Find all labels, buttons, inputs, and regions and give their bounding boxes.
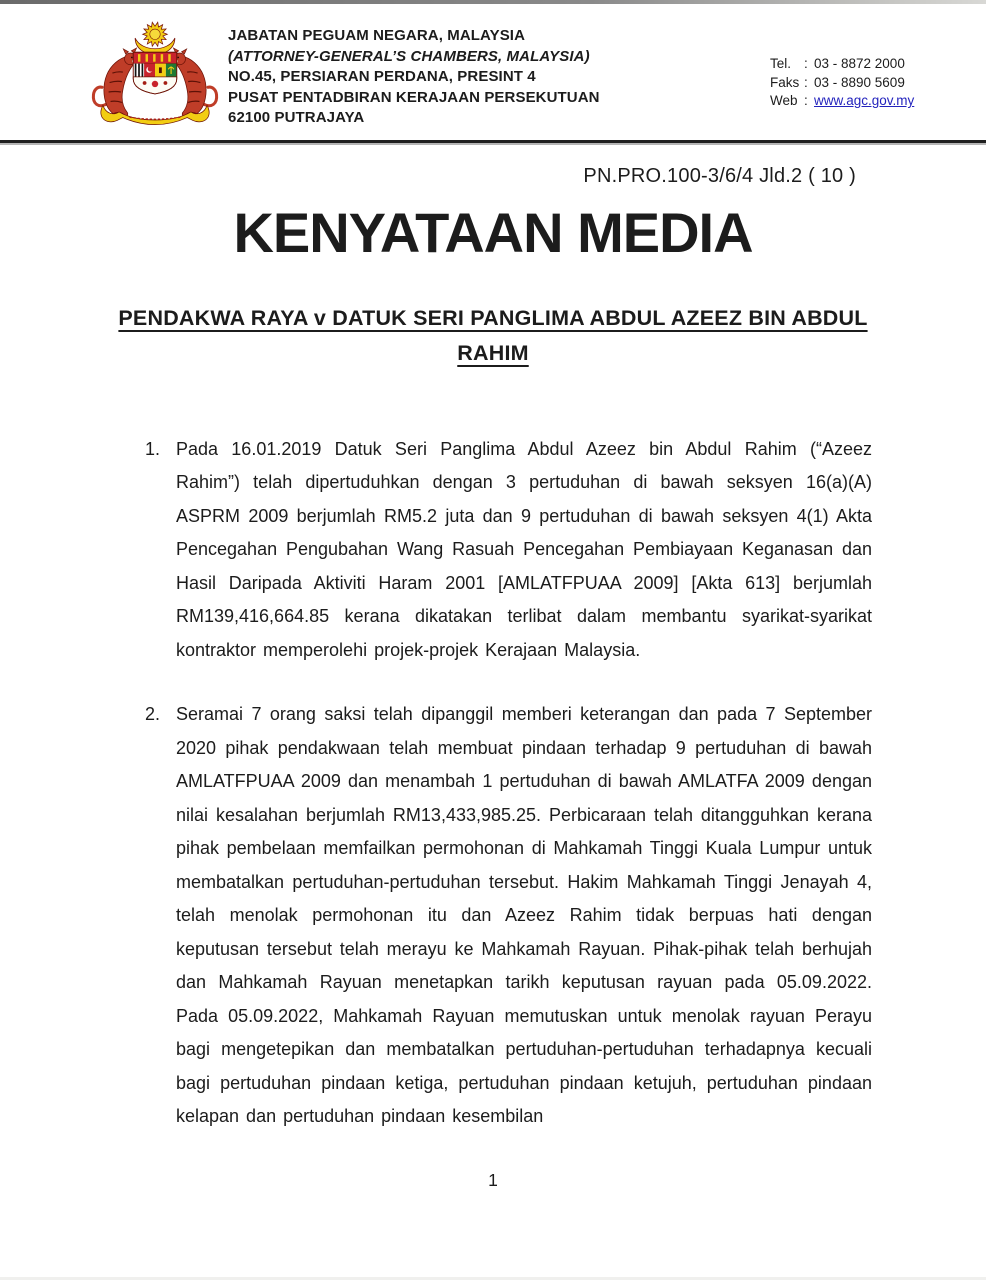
paragraph-1 — [145, 433, 872, 668]
tel-label: Tel. — [770, 56, 792, 71]
paragraph-2-number: 2. — [145, 704, 161, 725]
faks-separator: : — [804, 74, 808, 90]
address-line-1: NO.45, PERSIARAN PERDANA, PRESINT 4 — [228, 68, 536, 85]
tel-row — [770, 55, 914, 74]
faks-label: Faks — [770, 74, 800, 90]
case-title: PENDAKWA RAYA v DATUK SERI PANGLIMA ABDUL AZEEZ BIN ABDUL RAHIM — [118, 306, 868, 365]
address-line-3: 62100 PUTRAJAYA — [228, 109, 365, 126]
paragraph-2-text: Seramai 7 orang saksi telah dipanggil memberi keterangan dan pada 7 September 2020 pihak pendakwaan telah membuat pindaan terhadap 9 pertuduhan di bawah AMLATFPUAA 2009 dan menambah 1 pertuduhan di bawah AMLATFA 2009 dengan nilai kesalahan berjumlah RM13,433,985.25. Perbicaraan telah ditangguhkan kerana pihak pembelaan memfailkan permohonan di Mahkamah Tinggi Kuala Lumpur untuk membatalkan pertuduhan-pertuduhan tersebut. Hakim Mahkamah Tinggi Jenayah 4, telah menolak permohonan itu dan Azeez Rahim tidak berpuas hati dengan keputusan tersebut telah merayu ke Mahkamah Rayuan. Pihak-pihak telah berhujah dan Mahkamah Rayuan menetapkan tarikh keputusan rayuan pada 05.09.2022. Pada 05.09.2022, Mahkamah Rayuan memutuskan untuk menolak rayuan Perayu bagi mengetepikan dan membatalkan pertuduhan-pertuduhan terhadapnya kecuali bagi pertuduhan pindaan ketiga, pertuduhan pindaan ketujuh, pertuduhan pindaan kelapan dan pertuduhan pindaan kesembilan — [176, 704, 872, 1127]
coat-of-arms-icon — [84, 20, 226, 129]
web-row — [770, 92, 914, 111]
header-divider — [0, 140, 986, 143]
website-link[interactable]: www.agc.gov.my — [814, 93, 915, 108]
org-name-english: (ATTORNEY-GENERAL’S CHAMBERS, MALAYSIA) — [228, 47, 590, 65]
malaysia-coat-of-arms-logo — [84, 20, 226, 132]
paragraph-2 — [145, 698, 872, 1134]
contact-block — [770, 55, 914, 111]
faks-value: 03 - 8890 5609 — [814, 74, 905, 90]
web-label: Web — [770, 93, 798, 108]
tel-separator: : — [804, 56, 808, 71]
org-name: JABATAN PEGUAM NEGARA, MALAYSIA — [228, 27, 526, 44]
address-line-2: PUSAT PENTADBIRAN KERAJAAN PERSEKUTUAN — [228, 88, 600, 106]
reference-number: PN.PRO.100-3/6/4 Jld.2 ( 10 ) — [583, 165, 856, 187]
paragraph-1-number: 1. — [145, 438, 161, 459]
faks-row — [770, 74, 914, 93]
page-number: 1 — [488, 1170, 498, 1190]
letterhead — [0, 0, 986, 140]
document-title: KENYATAAN MEDIA — [233, 201, 753, 264]
tel-value: 03 - 8872 2000 — [814, 56, 905, 71]
org-address-block — [228, 26, 600, 129]
document-body — [0, 371, 986, 1134]
crest-shield — [133, 52, 177, 94]
web-separator: : — [804, 93, 808, 108]
paragraph-1-text: Pada 16.01.2019 Datuk Seri Panglima Abdul Azeez bin Abdul Rahim (“Azeez Rahim”) telah dipertuduhkan dengan 3 pertuduhan di bawah seksyen 16(a)(A) ASPRM 2009 berjumlah RM5.2 juta dan 9 pertuduhan di bawah seksyen 4(1) Akta Pencegahan Pengubahan Wang Rasuah Pencegahan Pembiayaan Keganasan dan Hasil Daripada Aktiviti Haram 2001 [AMLATFPUAA 2009] [Akta 613] berjumlah RM139,416,664.85 kerana dikatakan terlibat dalam membantu syarikat-syarikat kontraktor memperolehi projek-projek Kerajaan Malaysia. — [176, 438, 872, 660]
crest-tiger — [93, 48, 136, 118]
